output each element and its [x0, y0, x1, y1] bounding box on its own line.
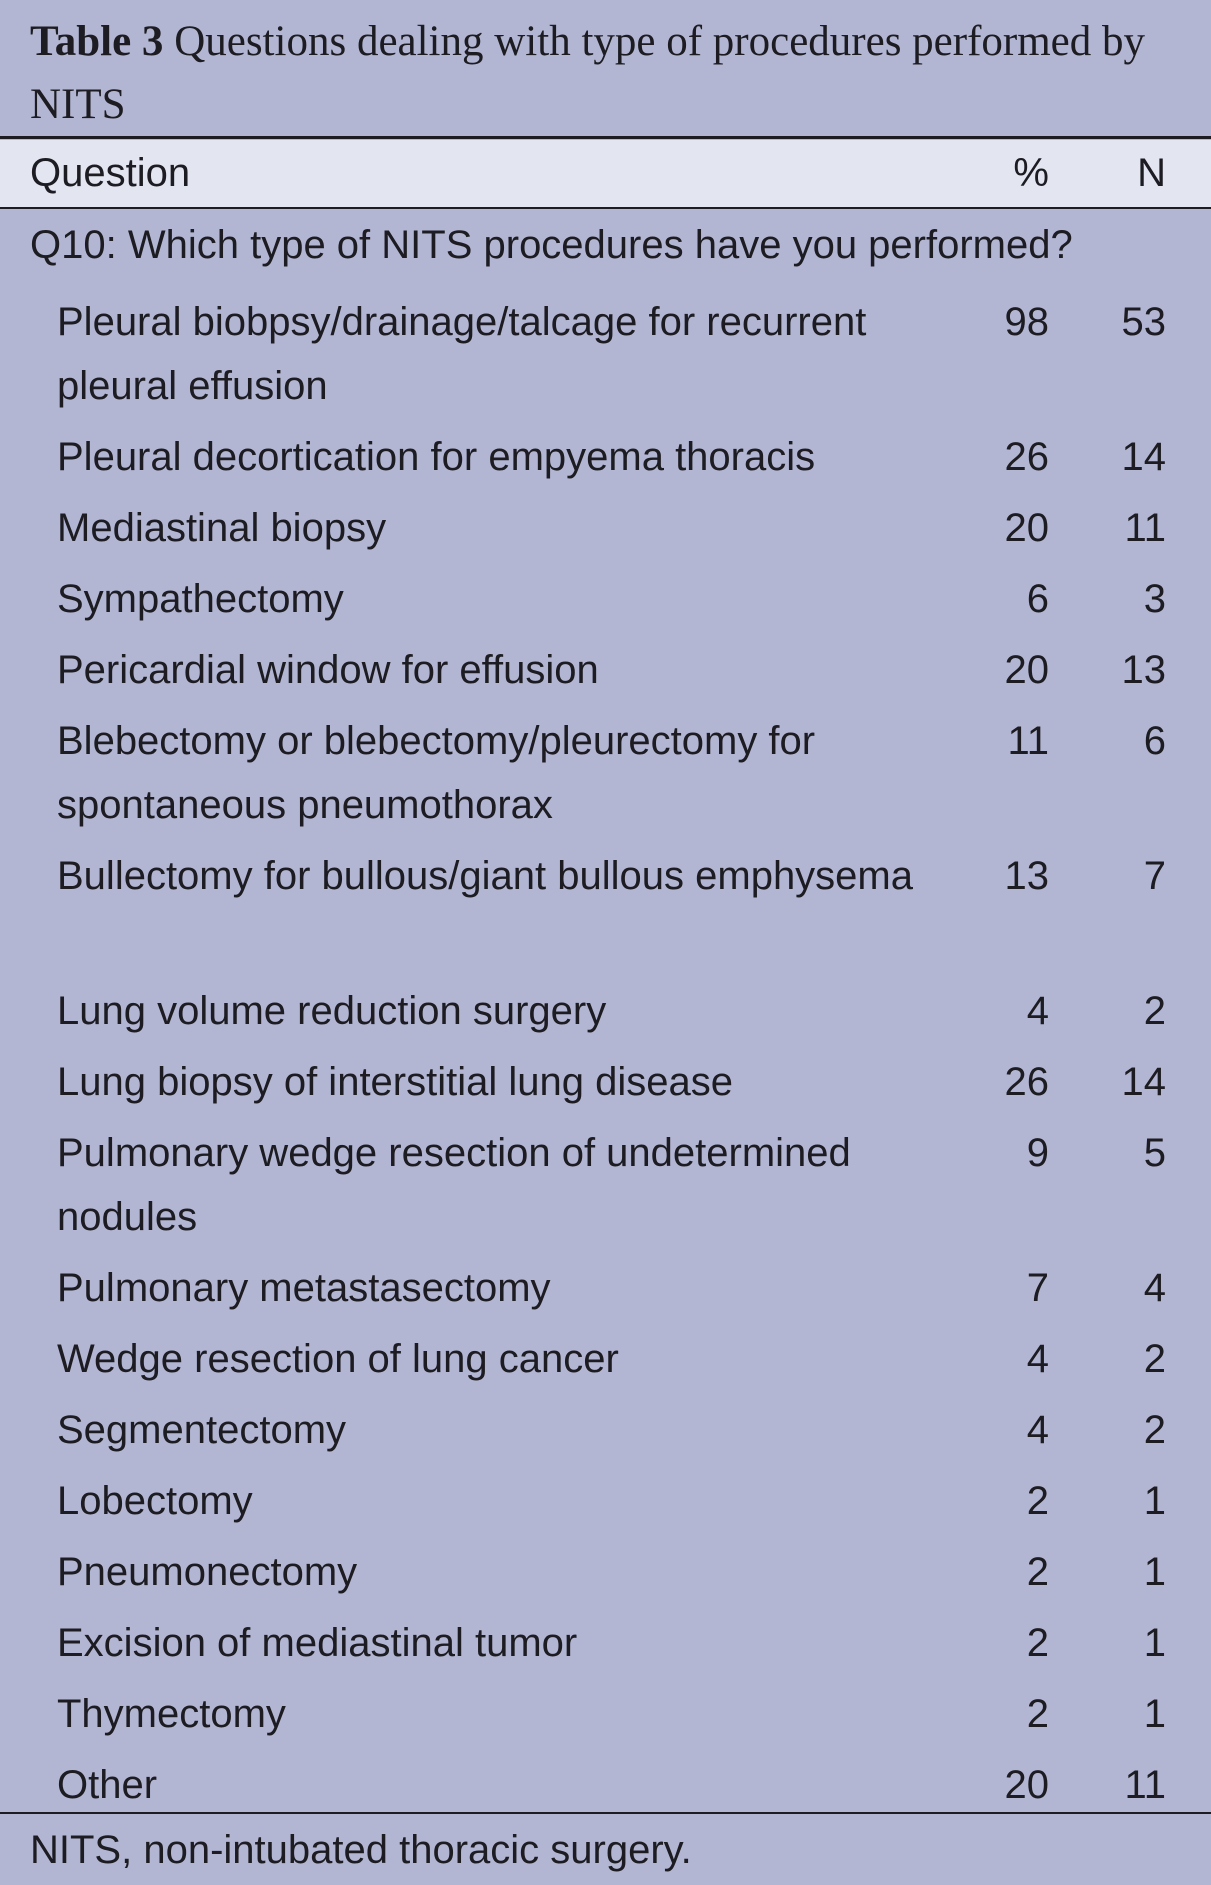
procedure-name: Wedge resection of lung cancer	[57, 1337, 619, 1381]
procedure-count: 1	[1143, 1550, 1166, 1594]
procedure-percent: 20	[1004, 506, 1049, 550]
table-row	[0, 496, 1211, 567]
procedure-name: Segmentectomy	[57, 1408, 347, 1452]
table-body	[0, 290, 1211, 1824]
column-header-n: N	[1137, 151, 1166, 195]
procedure-name: Pleural decortication for empyema thoracis	[57, 435, 816, 479]
procedure-count: 5	[1143, 1131, 1166, 1175]
procedure-name: Pneumonectomy	[57, 1550, 358, 1594]
procedure-name: Mediastinal biopsy	[57, 506, 387, 550]
procedure-percent: 13	[1004, 854, 1049, 898]
procedure-count: 3	[1143, 577, 1166, 621]
procedure-percent: 20	[1004, 648, 1049, 692]
procedure-name: Pericardial window for effusion	[57, 648, 599, 692]
table-caption	[30, 10, 1190, 136]
table-row	[0, 1121, 1211, 1256]
table-row	[0, 1469, 1211, 1540]
table-row	[0, 567, 1211, 638]
procedure-name: Excision of mediastinal tumor	[57, 1621, 578, 1665]
column-header-percent: %	[1013, 151, 1049, 195]
procedure-percent: 6	[1026, 577, 1049, 621]
procedure-count: 1	[1143, 1692, 1166, 1736]
procedure-percent: 9	[1026, 1131, 1049, 1175]
table-row	[0, 1327, 1211, 1398]
table-row	[0, 1050, 1211, 1121]
procedure-percent: 4	[1026, 989, 1049, 1033]
procedure-percent: 2	[1026, 1621, 1049, 1665]
table-row	[0, 1256, 1211, 1327]
procedure-percent: 2	[1026, 1479, 1049, 1523]
table-row	[0, 425, 1211, 496]
procedure-count: 4	[1143, 1266, 1166, 1310]
procedure-count: 6	[1143, 719, 1166, 763]
table-row	[0, 638, 1211, 709]
procedure-percent: 4	[1026, 1337, 1049, 1381]
procedure-count: 2	[1143, 1337, 1166, 1381]
procedure-count: 11	[1124, 506, 1166, 550]
procedure-name: Bullectomy for bullous/giant bullous emphysema	[57, 854, 913, 898]
procedure-percent: 98	[1004, 300, 1049, 344]
procedure-percent: 4	[1026, 1408, 1049, 1452]
procedure-percent: 2	[1026, 1550, 1049, 1594]
table-row	[0, 290, 1211, 425]
procedure-percent: 7	[1026, 1266, 1049, 1310]
table-row	[0, 1611, 1211, 1682]
procedure-percent: 2	[1026, 1692, 1049, 1736]
procedure-name: Pleural biobpsy/drainage/talcage for recurrent pleural effusion	[57, 300, 867, 408]
procedure-name: Other	[57, 1763, 158, 1807]
procedure-count: 2	[1143, 1408, 1166, 1452]
procedure-count: 14	[1121, 1060, 1166, 1104]
table-row	[0, 844, 1211, 979]
table-row	[0, 979, 1211, 1050]
procedure-count: 2	[1143, 989, 1166, 1033]
procedure-count: 1	[1143, 1479, 1166, 1523]
procedure-name: Sympathectomy	[57, 577, 344, 621]
table-title: Questions dealing with type of procedures performed by NITS	[30, 18, 1146, 128]
table-footnote: NITS, non-intubated thoracic surgery.	[30, 1828, 692, 1872]
procedure-name: Lung biopsy of interstitial lung disease	[57, 1060, 733, 1104]
procedure-count: 7	[1143, 854, 1166, 898]
procedure-percent: 20	[1004, 1763, 1049, 1807]
procedure-count: 53	[1121, 300, 1166, 344]
table-label: Table 3	[30, 18, 164, 65]
table-row	[0, 1682, 1211, 1753]
procedure-name: Blebectomy or blebectomy/pleurectomy for spontaneous pneumothorax	[57, 719, 816, 827]
procedure-count: 14	[1121, 435, 1166, 479]
procedure-name: Lung volume reduction surgery	[57, 989, 607, 1033]
table-row	[0, 1540, 1211, 1611]
bottom-rule	[0, 1812, 1211, 1814]
top-rule	[0, 136, 1211, 139]
procedure-name: Thymectomy	[57, 1692, 286, 1736]
question-text: Q10: Which type of NITS procedures have you performed?	[30, 223, 1073, 267]
column-header-question: Question	[30, 151, 191, 195]
procedure-percent: 26	[1004, 435, 1049, 479]
table-row	[0, 709, 1211, 844]
procedure-name: Lobectomy	[57, 1479, 253, 1523]
procedure-count: 13	[1121, 648, 1166, 692]
procedure-count: 1	[1143, 1621, 1166, 1665]
procedure-percent: 26	[1004, 1060, 1049, 1104]
table-row	[0, 1398, 1211, 1469]
procedure-percent: 11	[1007, 719, 1049, 763]
procedure-name: Pulmonary metastasectomy	[57, 1266, 551, 1310]
header-rule	[0, 207, 1211, 209]
procedure-count: 11	[1124, 1763, 1166, 1807]
procedure-name: Pulmonary wedge resection of undetermined nodules	[57, 1131, 851, 1239]
